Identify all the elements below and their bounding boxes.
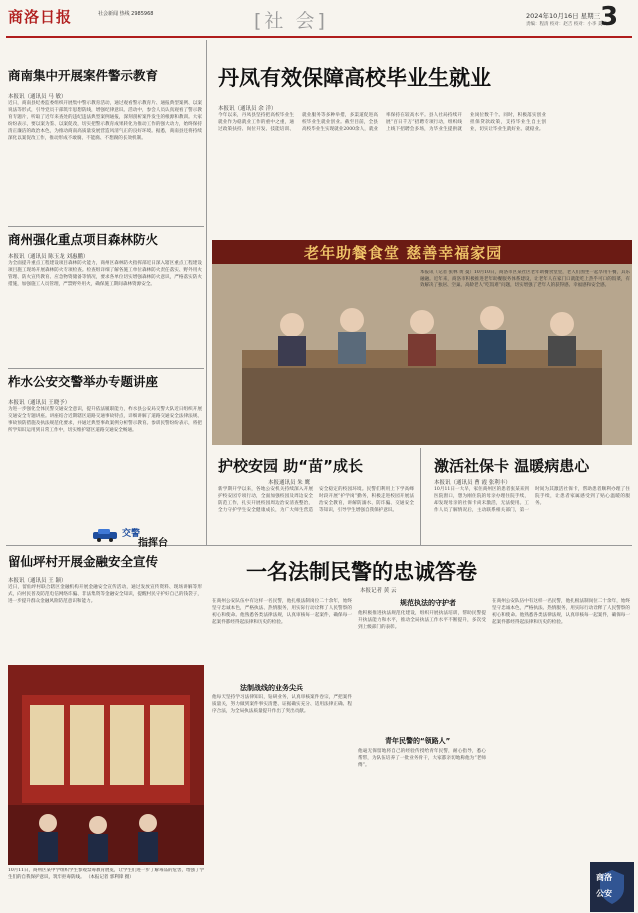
police-car-icon — [92, 528, 120, 542]
shangnan-headline: 商南集中开展案件警示教育 — [8, 68, 159, 83]
traffic-lecture-headline: 柞水公安交警举办专题讲座 — [8, 374, 159, 389]
left-column-divider — [206, 40, 207, 545]
shangnan-byline: 本报讯（通讯员 马 敏） — [8, 94, 67, 100]
police-feature-headline: 一名法制民警的忠诚答卷 — [246, 560, 477, 584]
police-corner-logo — [590, 862, 634, 912]
anti-drug-exhibition-photo — [8, 665, 204, 865]
social-security-byline: 本报讯（通讯员 曹 霞 张利丰） — [434, 480, 511, 486]
anti-drug-caption-text: 10月11日，商州区某中学组织学生参观禁毒教育展览，让学生们进一步了解毒品的危害，增强了学生们的自我保护意识，筑牢拒毒防线。 — [8, 868, 204, 880]
newspaper-logo: 商洛日报 — [8, 8, 73, 26]
forest-fire-headline: 商州强化重点项目森林防火 — [8, 232, 159, 247]
corner-logo-line2: 公安 — [596, 889, 612, 898]
page-number: 3 — [600, 2, 619, 32]
mid-column-divider — [420, 448, 421, 545]
left-divider-2 — [8, 368, 204, 369]
section-title: [社 会] — [254, 10, 328, 32]
finance-safety-byline: 本报讯（通讯员 王 颖） — [8, 578, 67, 584]
editor-credits: 责编：程清 校对：赵吉 校对：小李 美编 — [526, 22, 607, 27]
police-subhead-2: 规范执法的守护者 — [400, 599, 456, 607]
finance-safety-headline: 留仙坪村开展金融安全宣传 — [8, 554, 159, 569]
corner-logo-line1: 商洛 — [596, 873, 612, 882]
exhibition-board-illustration — [8, 665, 204, 865]
police-subhead-3: 青年民警的“领路人” — [385, 737, 451, 745]
dining-hall-banner-text: 老年助餐食堂 慈善幸福家园 — [304, 244, 503, 262]
social-security-body: 10月11日一大早，家住商州区的患者张某来到医院窗口，想为刚住院的母亲办理住院手续，却发现母亲的社保卡尚未激活，无法使用。工作人员了解情况后，主动联系相关部门，第一时间为其激活社保卡，帮助患者顺利办理了住院手续，让患者家属感受到了贴心温暖的服务。 — [434, 487, 630, 513]
police-shield-icon — [590, 862, 634, 912]
traffic-police-badge — [92, 526, 192, 548]
police-feature-intro: 在商州公安队伍中有这样一名民警，他扎根法制岗位二十余年，始终坚守忠诚本色，严格执法、热情服务，用实际行动诠释了人民警察的初心和使命。他熟悉各类法律法规，认真审核每一起案件，确保每一起案件都经得起法律和历史的检验。 — [212, 599, 352, 625]
police-feature-byline: 本报记者 黄 云 — [360, 588, 397, 594]
police-subbody-3: 他毫无保留地将自己的经验传授给青年民警，耐心指导，悉心帮带，为队伍培养了一批业务骨干，大家都亲切地称他为“老师傅”。 — [358, 749, 486, 768]
campus-safety-body: 新学期开学以来，各地公安机关持续深入开展护校安园专项行动，全面加强校园及周边安全防范工作，扎实开展校园周边治安清查整治，全力守护学生安全健康成长，为广大师生营造安全稳定的校园环境。民警们利用上下学高峰时段开展“护学岗”勤务，积极走进校园开展法治安全教育，讲解防溺水、防诈骗、交通安全等知识，引导学生增强自我保护意识。 — [218, 487, 414, 513]
traffic-badge-subtitle: 指挥台 — [138, 538, 168, 549]
masthead-divider — [6, 36, 632, 38]
dining-hall-banner — [212, 240, 632, 264]
left-divider-1 — [8, 226, 204, 227]
main-headline: 丹凤有效保障高校毕业生就业 — [218, 66, 491, 90]
masthead-subline: 社会新闻 热线 2985968 — [98, 11, 154, 17]
anti-drug-caption — [8, 868, 204, 906]
campus-safety-byline: 本报通讯员 朱 鹰 — [268, 480, 310, 486]
main-body: 今年以来，丹凤县坚持把高校毕业生就业作为稳就业工作的重中之重，通过政策扶持、岗位开发、技能培训、就业服务等多种举措，多渠道促进高校毕业生就业创业。截至目前，全县高校毕业生实现就业2000余人，就业率保持在较高水平。县人社局持续开展“百日千万”招聘专项行动，组织线上线下招聘会多场，为毕业生提供就业岗位数千个。同时，积极落实创业担保贷款政策，支持毕业生自主创业，切实让毕业生就好业、就稳业。 — [218, 113, 546, 132]
issue-date: 2024年10月16日 星期三 — [526, 12, 601, 20]
finance-safety-body: 近日，留仙坪村联合辖区金融机构开展金融安全宣传活动，通过发放宣传资料、现场讲解等形式，向村民普及防范电信网络诈骗、非法集资等金融安全知识，提醒村民守护好自己的钱袋子，进一步提升群众金融风险防范意识和能力。 — [8, 585, 202, 604]
shangnan-body: 近日，商南县纪委监委组织开展集中警示教育活动，通过观看警示教育片、通报典型案例、以案说法等形式，引导党员干部筑牢思想防线，增强纪律意识。活动中，参会人员认真观看了警示教育专题片，听取了近年来查处的违纪违法典型案例通报，深刻剖析案件发生的根源和教训。大家纷纷表示，要以案为鉴、以案促改，切实把警示教育成果转化为推动工作的强大动力，始终保持清正廉洁的政治本色，为推动商南高质量发展营造风清气正的良好环境。据悉，商南县还将持续深化以案促改工作，推动形成不敢腐、不能腐、不想腐的长效机制。 — [8, 101, 202, 141]
traffic-badge-title: 交警 — [122, 529, 141, 539]
police-subbody-2: 他积极推进执法规范化建设，组织开展执法培训，帮助民警提升执法能力和水平，推动全局执法工作水平不断提升，多次受到上级部门的表彰。 — [358, 611, 486, 630]
police-subbody-1: 他每天坚持学习法律知识，钻研业务，认真审核案件卷宗，严把案件质量关，努力做到案件事实清楚、证据确实充分、适用法律正确、程序合法，为全局执法质量提升作出了突出贡献。 — [212, 695, 352, 714]
main-byline: 本报讯（通讯员 余 洋） — [218, 106, 277, 112]
social-security-headline: 激活社保卡 温暖病患心 — [434, 457, 590, 475]
forest-fire-body: 为全面提升重点工程建设项目森林防火能力，商州区森林防火指挥部近日深入辖区重点工程建设项目施工现场开展森林防火专项检查。检查组详细了解各施工单位森林防火责任落实、野外用火管理、防火宣传教育、应急物资储备等情况，要求各单位切实增强森林防火意识，严格落实防火措施，加强施工人员管理，严禁野外用火，确保施工期间森林资源安全。 — [8, 261, 202, 287]
elderly-caption: 本报讯（记者 张林 黄 曼）10月10日，商洛市区某社区老年助餐食堂里，老人们围坐一起享用午餐，其乐融融。近年来，商洛市积极推进老年助餐服务体系建设，让老年人在家门口就能吃上热乎可口的饭菜，有效解决了独居、空巢、高龄老人“吃饭难”问题，切实增强了老年人的获得感、幸福感和安全感。 — [420, 270, 630, 288]
traffic-lecture-byline: 本报讯（通讯员 王晓予） — [8, 400, 71, 406]
anti-drug-caption-credit: （本报记者 郭利锋 摄） — [85, 874, 134, 880]
police-feature-column: 在商州公安队伍中有这样一名民警，他扎根法制岗位二十余年，始终坚守忠诚本色，严格执法、热情服务，用实际行动诠释了人民警察的初心和使命。他熟悉各类法律法规，认真审核每一起案件，确保每一起案件都经得起法律和历史的检验。 — [492, 599, 630, 625]
traffic-lecture-body: 为进一步强化全体民警交通安全意识，提升依法履职能力，柞水县公安局交警大队近日组织开展交通安全专题讲座。讲座结合近期辖区道路交通事故特点，详细讲解了道路交通安全法律法规、事故预防措施及执法规范化要求，并通过典型事故案例分析警示教育。参训民警纷纷表示，将把所学知识运用到日常工作中，切实维护辖区道路交通安全畅通。 — [8, 407, 202, 433]
police-subhead-1: 法制战线的业务尖兵 — [240, 684, 303, 692]
forest-fire-byline: 本报讯（通讯员 陈玉龙 刘惠鹏） — [8, 254, 89, 260]
masthead — [0, 0, 638, 40]
campus-safety-headline: 护校安园 助“苗”成长 — [218, 457, 363, 475]
